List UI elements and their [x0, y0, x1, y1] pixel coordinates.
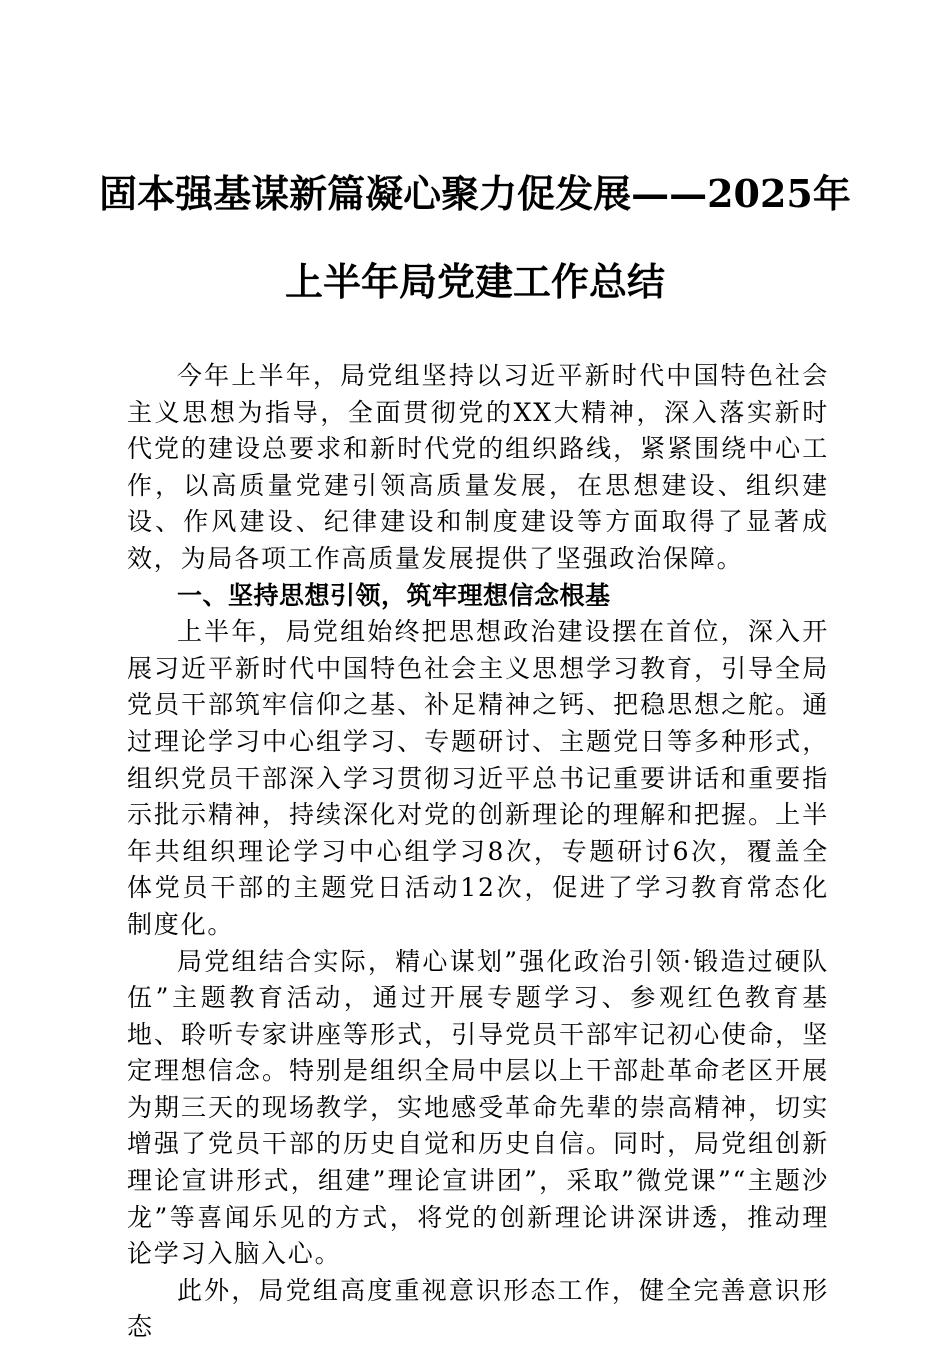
title-line-1: 固本强基谋新篇凝心聚力促发展——2025年 — [99, 171, 851, 216]
document-body — [127, 358, 829, 1346]
body-paragraph: 此外，局党组高度重视意识形态工作，健全完善意识形态 — [127, 1275, 829, 1342]
body-paragraph: 局党组结合实际，精心谋划”强化政治引领·锻造过硬队伍”主题教育活动，通过开展专题学习、参观红色教育基地、聆听专家讲座等形式，引导党员干部牢记初心使命，坚定理想信念。特别是组织全局中层以上干部赴革命老区开展为期三天的现场教学，实地感受革命先辈的崇高精神，切实增强了党员干部的历史自觉和历史自信。同时，局党组创新理论宣讲形式，组建”理论宣讲团”，采取”微党课”“主题沙龙”等喜闻乐见的方式，将党的创新理论讲深讲透，推动理论学习入脑入心。 — [127, 946, 829, 1269]
document-title — [60, 170, 890, 306]
section-heading: 一、坚持思想引领，筑牢理想信念根基 — [177, 580, 611, 610]
intro-paragraph: 今年上半年，局党组坚持以习近平新时代中国特色社会主义思想为指导，全面贯彻党的XX大精神，深入落实新时代党的建设总要求和新时代党的组织路线，紧紧围绕中心工作，以高质量党建引领高质量发展，在思想建设、组织建设、作风建设、纪律建设和制度建设等方面取得了显著成效，为局各项工作高质量发展提供了坚强政治保障。 — [127, 361, 829, 573]
body-paragraph: 上半年，局党组始终把思想政治建设摆在首位，深入开展习近平新时代中国特色社会主义思想学习教育，引导全局党员干部筑牢信仰之基、补足精神之钙、把稳思想之舵。通过理论学习中心组学习、专题研讨、主题党日等多种形式，组织党员干部深入学习贯彻习近平总书记重要讲话和重要指示批示精神，持续深化对党的创新理论的理解和把握。上半年共组织理论学习中心组学习8次，专题研讨6次，覆盖全体党员干部的主题党日活动12次，促进了学习教育常态化制度化。 — [127, 617, 829, 939]
title-line-2: 上半年局党建工作总结 — [284, 259, 665, 304]
